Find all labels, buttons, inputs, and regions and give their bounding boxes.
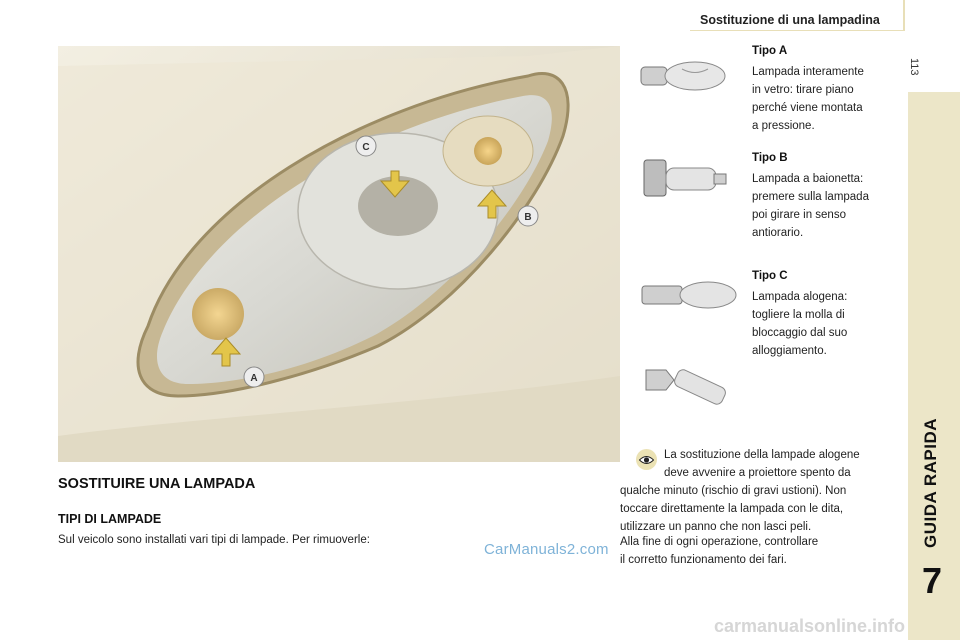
lamp-type-b-desc: Lampada a baionetta: premere sulla lampada poi girare in senso antiorario. xyxy=(752,173,869,239)
subsection-title: TIPI DI LAMPADE xyxy=(58,512,162,526)
warning-text: La sostituzione della lampade alogene deve avvenire a proiettore spento da qualche minuto (rischio di gravi ustioni). Non toccare direttamente la lampada con le dita, utilizzare un panno che non lasci peli. xyxy=(620,449,860,533)
headlight-photo xyxy=(58,46,620,462)
side-tab-label: GUIDA RAPIDA xyxy=(921,417,940,548)
lamp-type-c-icon xyxy=(640,278,740,312)
lamp-type-b-title: Tipo B xyxy=(752,152,788,164)
lamp-type-a-title: Tipo A xyxy=(752,45,788,57)
lamp-type-c-title: Tipo C xyxy=(752,270,788,282)
lamp-type-c-desc: Lampada alogena: togliere la molla di bloccaggio dal suo alloggiamento. xyxy=(752,291,848,357)
lamp-type-a-icon xyxy=(637,55,729,97)
note-text: Alla fine di ogni operazione, controllare il corretto funzionamento dei fari. xyxy=(620,536,819,566)
photo-label-b: B xyxy=(524,212,532,223)
photo-label-a: A xyxy=(250,373,258,384)
lamp-halogen-icon xyxy=(642,360,737,420)
page-number: 113 xyxy=(908,58,920,76)
footer-watermark: carmanualsonline.info xyxy=(714,616,906,636)
photo-label-c: C xyxy=(362,142,370,153)
lamp-type-a-desc: Lampada interamente in vetro: tirare piano perché viene montata a pressione. xyxy=(752,66,864,132)
watermark[interactable]: CarManuals2.com xyxy=(484,541,609,558)
section-title: SOSTITUIRE UNA LAMPADA xyxy=(58,476,256,492)
header-rule xyxy=(903,0,905,30)
header-divider xyxy=(690,30,905,31)
lamp-type-b-icon xyxy=(640,150,732,210)
chapter-number: 7 xyxy=(922,560,943,601)
header-title: Sostituzione di una lampadina xyxy=(700,13,880,27)
side-tab xyxy=(908,92,960,640)
intro-text: Sul veicolo sono installati vari tipi di lampade. Per rimuoverle: xyxy=(58,534,370,546)
